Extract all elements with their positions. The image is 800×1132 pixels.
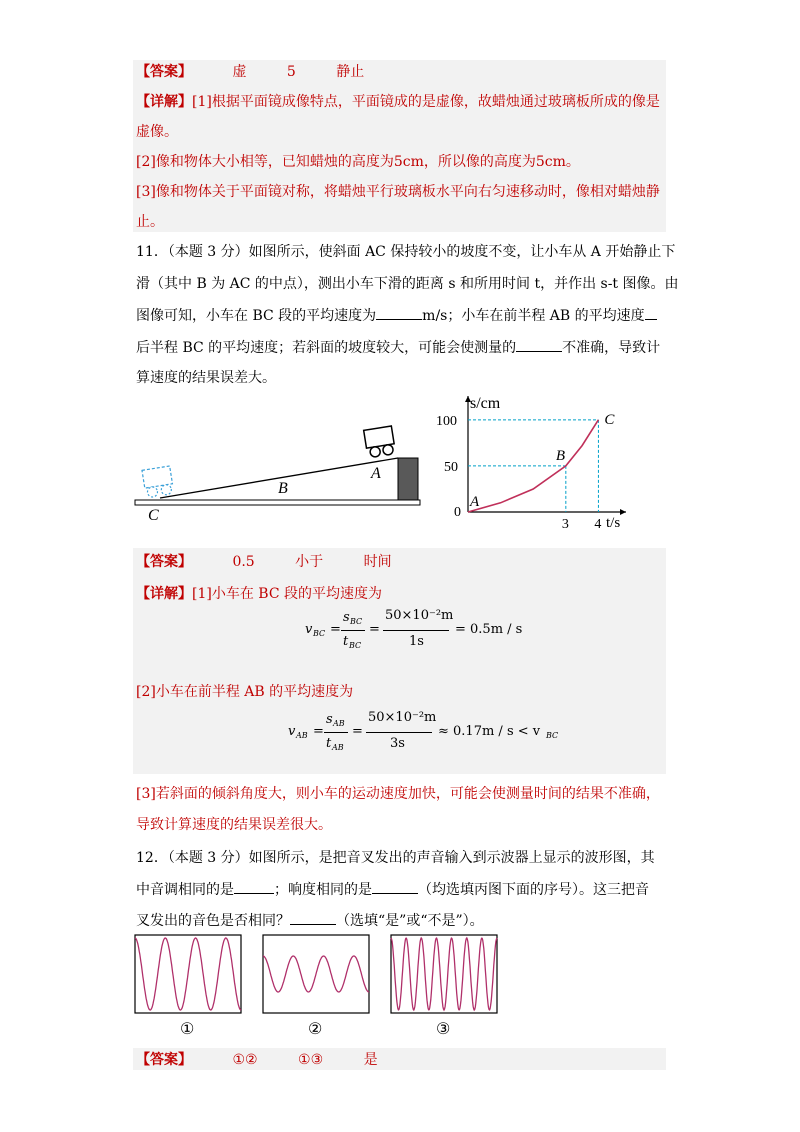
answer-blank xyxy=(234,879,274,894)
support-block xyxy=(398,458,418,500)
stem-text: 图像可知，小车在 BC 段的平均速度为 xyxy=(136,308,377,324)
y-tick-label: 50 xyxy=(444,459,458,475)
q11-stem-line-4 xyxy=(136,337,660,358)
waveform-label: ③ xyxy=(436,1021,451,1038)
s-t-chart xyxy=(430,392,630,532)
q11-detail-line-3: [3]若斜面的倾斜角度大，则小车的运动速度加快，可能会使测量时间的结果不准确， xyxy=(136,786,660,802)
formula-t: t xyxy=(326,736,332,751)
q10-detail-line-4: [3]像和物体关于平面镜对称，将蜡烛平行玻璃板水平向右匀速移动时，像相对蜡烛静 xyxy=(136,184,660,200)
formula-sub: BC xyxy=(313,629,326,638)
answer-1: 0.5 xyxy=(232,554,255,570)
answer-1: 虚 xyxy=(232,64,247,80)
waveform-label: ② xyxy=(308,1021,323,1038)
formula-sub: BC xyxy=(350,617,363,626)
point-label-a: A xyxy=(470,494,480,510)
stem-text: ；响度相同的是 xyxy=(274,882,372,898)
answer-blank xyxy=(516,337,562,352)
q10-answer-box xyxy=(133,60,666,232)
waveform-label: ① xyxy=(180,1021,195,1038)
answer-3: 静止 xyxy=(336,64,365,80)
formula-s: s xyxy=(343,610,350,625)
stem-text: 叉发出的音色是否相同？ xyxy=(136,913,290,929)
label-c: C xyxy=(148,507,159,524)
q12-stem-line-3 xyxy=(136,910,484,931)
label-a: A xyxy=(371,465,381,482)
formula-sub: AB xyxy=(333,719,345,728)
q12-stem-line-2 xyxy=(136,879,649,900)
x-axis-label: t/s xyxy=(606,515,621,531)
stem-text: m/s；小车在前半程 AB 的平均速度 xyxy=(422,308,645,324)
q11-stem-line-1: 11．（本题 3 分）如图所示，使斜面 AC 保持较小的坡度不变，让小车从 A 开始静止下 xyxy=(136,244,676,260)
stem-text: 不准确，导致计 xyxy=(562,340,661,356)
answer-tag: 【答案】 xyxy=(136,554,192,570)
answer-blank xyxy=(645,305,657,320)
answer-blank xyxy=(372,879,418,894)
answer-tag: 【答案】 xyxy=(136,64,192,80)
stem-text: （均选填丙图下面的序号）。这三把音 xyxy=(418,882,649,898)
q11-stem-line-2: 滑（其中 B 为 AC 的中点），测出小车下滑的距离 s 和所用时间 t，并作出 s-t 图像。由 xyxy=(136,276,679,292)
answer-3: 时间 xyxy=(363,554,392,570)
answer-blank xyxy=(376,305,422,320)
q11-stem-line-5: 算速度的结果误差大。 xyxy=(136,370,276,386)
y-tick-label: 100 xyxy=(436,413,457,429)
formula-v: v xyxy=(305,622,313,637)
point-label-c: C xyxy=(604,411,615,428)
cart-top xyxy=(364,426,396,458)
oscilloscope-frame xyxy=(391,935,497,1013)
waveform-figure xyxy=(130,930,510,1042)
formula-result: = 0.5m / s xyxy=(455,622,523,637)
answer-tag: 【答案】 xyxy=(136,1052,192,1068)
q10-detail-line-1 xyxy=(136,92,660,112)
answer-blank xyxy=(290,910,336,925)
q10-detail-line-3: [2]像和物体大小相等，已知蜡烛的高度为5cm，所以像的高度为5cm。 xyxy=(136,154,580,170)
answer-2: 5 xyxy=(286,64,296,80)
formula-sub: BC xyxy=(546,731,559,740)
x-tick-label: 4 xyxy=(594,517,602,532)
formula-sub: AB xyxy=(332,743,344,752)
detail-text: [1]小车在 BC 段的平均速度为 xyxy=(192,586,382,602)
formula-sub: BC xyxy=(349,641,362,650)
q11-detail-line-1 xyxy=(136,584,382,604)
stem-text: 后半程 BC 的平均速度；若斜面的坡度较大，可能会使测量的 xyxy=(136,340,517,356)
q12-answer-line xyxy=(136,1050,378,1070)
formula-den: 1s xyxy=(409,634,424,649)
q10-detail-line-2: 虚像。 xyxy=(136,124,178,140)
q11-detail-line-4: 导致计算速度的结果误差很大。 xyxy=(136,817,332,833)
formula-v: v xyxy=(288,724,296,739)
point-label-b: B xyxy=(555,447,565,464)
q12-stem-line-1: 12．（本题 3 分）如图所示，是把音叉发出的声音输入到示波器上显示的波形图，其 xyxy=(136,850,655,866)
q10-answer-line xyxy=(136,62,364,82)
y-axis-label: s/cm xyxy=(470,395,501,412)
q10-detail-line-5: 止。 xyxy=(136,214,164,230)
answer-2: ①③ xyxy=(298,1052,324,1068)
detail-tag: 【详解】 xyxy=(136,586,192,602)
incline-figure xyxy=(130,420,425,530)
formula-sub: AB xyxy=(296,731,308,740)
formula-result: ≈ 0.17m / s < v xyxy=(438,724,541,739)
answer-1: ①② xyxy=(232,1052,258,1068)
stem-text: 中音调相同的是 xyxy=(136,882,234,898)
x-tick-label: 3 xyxy=(561,517,569,532)
formula-num: 50×10⁻²m xyxy=(385,608,454,623)
q11-detail-line-2: [2]小车在前半程 AB 的平均速度为 xyxy=(136,684,354,700)
base-plate xyxy=(135,500,420,505)
formula-t: t xyxy=(343,634,349,649)
formula-den: 3s xyxy=(390,736,405,751)
cart-bottom-dashed xyxy=(142,466,174,498)
y-tick-label: 0 xyxy=(454,505,461,520)
formula-num: 50×10⁻²m xyxy=(368,710,437,725)
detail-tag: 【详解】 xyxy=(136,94,192,110)
label-b: B xyxy=(278,480,288,497)
q11-answer-line xyxy=(136,552,392,572)
q11-stem-line-3 xyxy=(136,305,657,326)
detail-text: [1]根据平面镜成像特点，平面镜成的是虚像，故蜡烛通过玻璃板所成的像是 xyxy=(192,94,660,110)
x-axis-arrow xyxy=(620,509,626,515)
answer-3: 是 xyxy=(363,1052,378,1068)
answer-2: 小于 xyxy=(295,554,324,570)
stem-text: （选填“是”或“不是”）。 xyxy=(336,913,484,929)
formula-s: s xyxy=(326,712,333,727)
